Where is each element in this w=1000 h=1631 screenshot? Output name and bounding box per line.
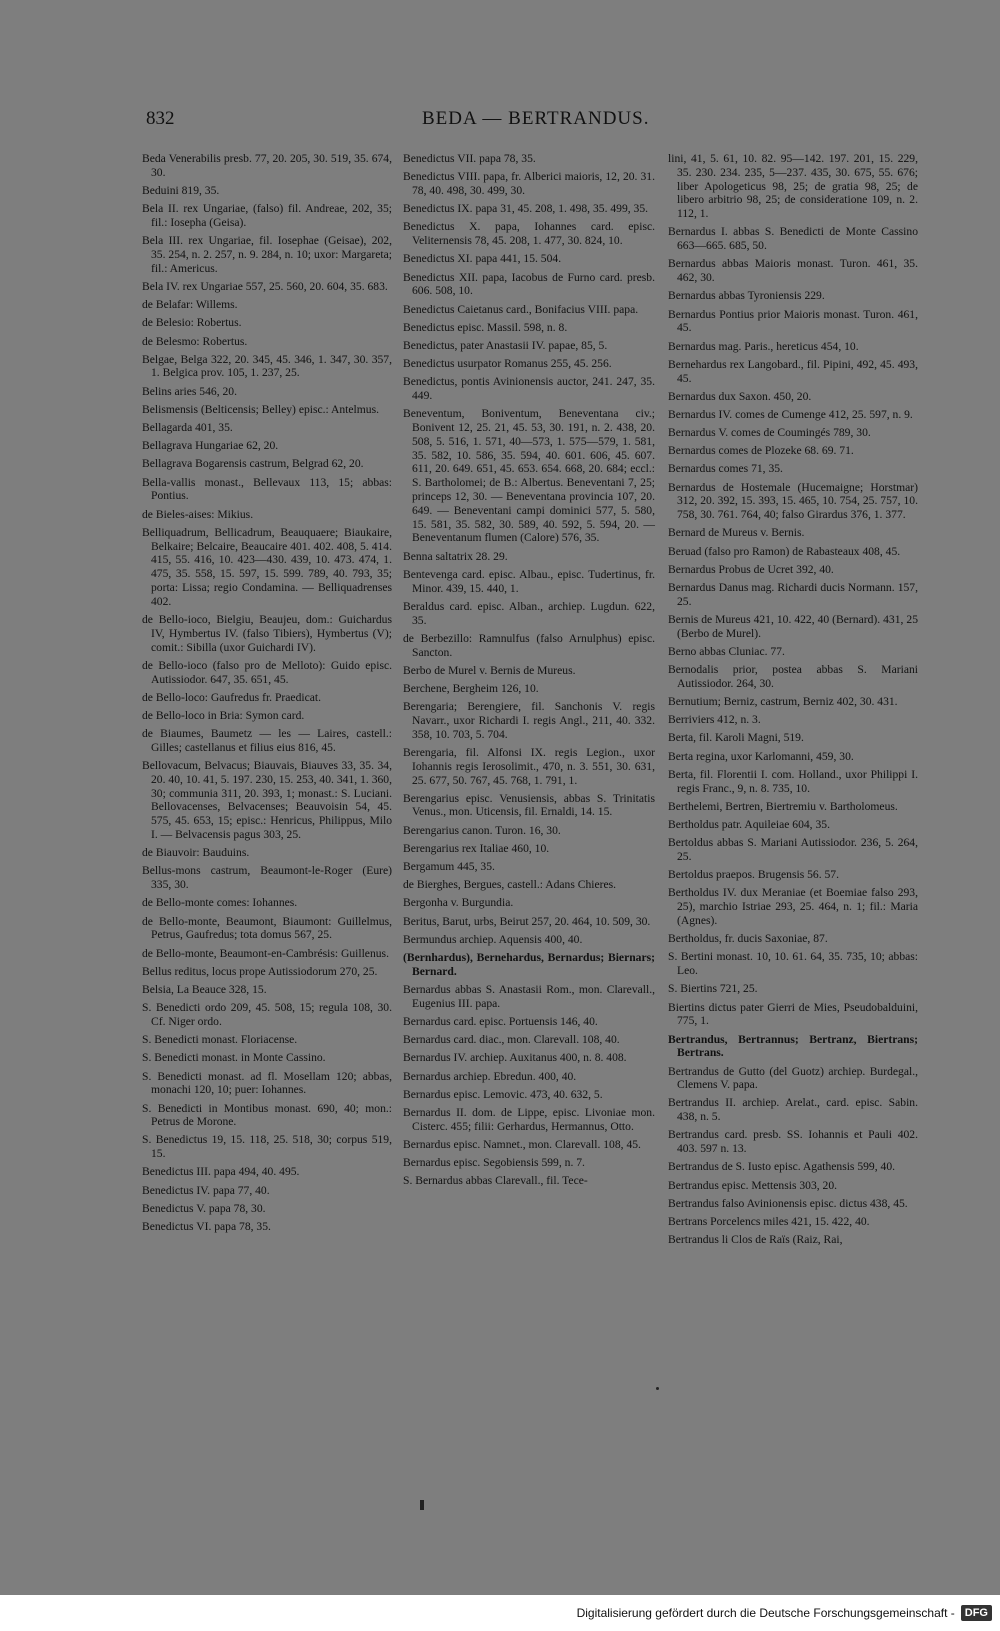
index-entry: Bernardus episc. Namnet., mon. Clarevall. 108, 45. (403, 1137, 641, 1151)
index-entry: (Bernhardus), Bernehardus, Bernardus; Biernars; Bernard. (403, 950, 655, 978)
index-entry: Bella-vallis monast., Bellevaux 113, 15; abbas: Pontius. (142, 475, 392, 503)
index-entry: Bertholdus, fr. ducis Saxoniae, 87. (668, 932, 828, 946)
index-entry: de Biauvoir: Bauduins. (142, 846, 250, 860)
index-entry: Bela III. rex Ungariae, fil. Iosephae (Geisae), 202, 35. 254, n. 2. 257, n. 9. 284, n. 10; uxor: Margareta; fil.: Americus. (142, 234, 392, 275)
index-entry: Belsia, La Beauce 328, 15. (142, 982, 267, 996)
index-entry: Bernardus episc. Lemovic. 473, 40. 632, 5. (403, 1087, 603, 1101)
footer-bar (0, 1595, 1000, 1631)
index-entry: S. Biertins 721, 25. (668, 982, 758, 996)
index-entry: S. Benedicti monast. Floriacense. (142, 1033, 298, 1047)
index-entry: S. Bernardus abbas Clarevall., fil. Tece- (403, 1174, 588, 1188)
index-entry: Bernardus dux Saxon. 450, 20. (668, 389, 812, 403)
index-entry: Bernardus comes de Plozeke 68. 69. 71. (668, 444, 854, 458)
dfg-logo-icon[interactable]: DFG (961, 1605, 992, 1621)
index-entry: de Berbezillo: Ramnulfus (falso Arnulphus) episc. Sancton. (403, 631, 655, 659)
index-entry: Bertrandus episc. Mettensis 303, 20. (668, 1178, 838, 1192)
index-entry: Belgae, Belga 322, 20. 345, 45. 346, 1. 347, 30. 357, 1. Belgica prov. 105, 1. 237, 25. (142, 352, 392, 380)
page-header (0, 108, 1000, 138)
index-entry: Bertrandus li Clos de Raïs (Raiz, Rai, (668, 1233, 843, 1247)
index-entry: Bertrandus card. presb. SS. Iohannis et Pauli 402. 403. 597 n. 13. (668, 1128, 918, 1156)
index-entry: S. Bertini monast. 10, 10. 61. 64, 35. 735, 10; abbas: Leo. (668, 950, 918, 978)
index-entry: Beraldus card. episc. Alban., archiep. Lugdun. 622, 35. (403, 599, 655, 627)
index-entry: Bertrandus II. archiep. Arelat., card. episc. Sabin. 438, n. 5. (668, 1096, 918, 1124)
funding-credit: Digitalisierung gefördert durch die Deutsche Forschungsgemeinschaft - (576, 1606, 955, 1620)
index-entry: Benedictus X. papa, Iohannes card. episc. Veliternensis 78, 45. 208, 1. 477, 30. 824, 10. (403, 220, 655, 248)
index-entry: Benna saltatrix 28. 29. (403, 549, 508, 563)
index-entry: Berta regina, uxor Karlomanni, 459, 30. (668, 749, 854, 763)
index-entry: Berbo de Murel v. Bernis de Mureus. (403, 663, 576, 677)
running-title: BEDA — BERTRANDUS. (422, 108, 650, 129)
index-entry: Bertholdus patr. Aquileiae 604, 35. (668, 818, 830, 832)
index-entry: Bergamum 445, 35. (403, 860, 495, 874)
index-entry: S. Benedicti ordo 209, 45. 508, 15; regula 108, 30. Cf. Niger ordo. (142, 1001, 392, 1028)
index-entry: Benedictus usurpator Romanus 255, 45. 256. (403, 357, 612, 371)
index-entry: Benedictus V. papa 78, 30. (142, 1201, 266, 1215)
index-entry: Bernardus abbas Tyroniensis 229. (668, 289, 825, 303)
index-entry: de Bello-monte, Beaumont-en-Cambrésis: Guillenus. (142, 946, 389, 960)
index-entry: Bernardus IV. archiep. Auxitanus 400, n. 8. 408. (403, 1051, 627, 1065)
index-entry: Berengarius canon. Turon. 16, 30. (403, 823, 561, 837)
index-entry: S. Benedicti in Montibus monast. 690, 40; mon.: Petrus de Morone. (142, 1101, 392, 1129)
index-entry: Beritus, Barut, urbs, Beirut 257, 20. 464, 10. 509, 30. (403, 914, 651, 928)
index-column-left (142, 152, 392, 1238)
index-entry: Bellus-mons castrum, Beaumont-le-Roger (Eure) 335, 30. (142, 864, 392, 892)
index-entry: Benedictus VIII. papa, fr. Alberici maioris, 12, 20. 31. 78, 40. 498, 30. 499, 30. (403, 170, 655, 197)
index-entry: Berchene, Bergheim 126, 10. (403, 681, 539, 695)
index-entry: Beduini 819, 35. (142, 183, 220, 197)
index-entry: Biertins dictus pater Gierri de Mies, Pseudobalduini, 775, 1. (668, 1000, 918, 1028)
index-entry: Berno abbas Cluniac. 77. (668, 644, 785, 658)
index-entry: Benedictus XII. papa, Iacobus de Furno card. presb. 606. 508, 10. (403, 270, 655, 298)
index-entry: Bernardus episc. Segobiensis 599, n. 7. (403, 1156, 585, 1170)
index-entry: Bertrandus, Bertrannus; Bertranz, Biertrans; Bertrans. (668, 1032, 918, 1060)
index-entry: Berriviers 412, n. 3. (668, 713, 761, 727)
index-entry: Bela IV. rex Ungariae 557, 25. 560, 20. 604, 35. 683. (142, 279, 388, 293)
index-entry: Bela II. rex Ungariae, (falso) fil. Andreae, 202, 35; fil.: Iosepha (Geisa). (142, 202, 392, 229)
index-entry: Bernardus card. episc. Portuensis 146, 40. (403, 1014, 598, 1028)
index-entry: Bermundus archiep. Aquensis 400, 40. (403, 932, 583, 946)
index-entry: Berengaria, fil. Alfonsi IX. regis Legion., uxor Iohannis regis Ierosolimit., 470, n. 3. 551, 30. 631, 25. 677, 50. 767, 45. 768, 1. 791, 1. (403, 745, 655, 787)
index-entry: Bernardus Probus de Ucret 392, 40. (668, 562, 834, 576)
index-entry: de Bierghes, Bergues, castell.: Adans Chieres. (403, 878, 617, 892)
index-entry: Beruad (falso pro Ramon) de Rabasteaux 408, 45. (668, 544, 901, 558)
index-entry: Bellus reditus, locus prope Autissiodorum 270, 25. (142, 964, 378, 978)
index-entry: Benedictus VII. papa 78, 35. (403, 152, 536, 165)
index-entry: Bellagarda 401, 35. (142, 421, 233, 435)
index-entry: Benedictus, pontis Avinionensis auctor, 241. 247, 35. 449. (403, 375, 655, 403)
margin-dot (656, 1387, 659, 1390)
index-entry: Benedictus, pater Anastasii IV. papae, 85, 5. (403, 338, 608, 352)
index-entry: Bernardus II. dom. de Lippe, episc. Livoniae mon. Cisterc. 455; filii: Gerhardus, Hermannus, Otto. (403, 1105, 655, 1133)
margin-mark (420, 1500, 424, 1510)
index-entry: Bergonha v. Burgundia. (403, 896, 514, 910)
index-entry: Benedictus Caietanus card., Bonifacius VIII. papa. (403, 302, 639, 316)
index-entry: de Bieles-aises: Mikius. (142, 507, 254, 521)
index-entry: Berengarius episc. Venusiensis, abbas S. Trinitatis Venus., mon. Uticensis, fil. Ernaldi, 14. 15. (403, 791, 655, 819)
index-entry: Bertholdus IV. dux Meraniae (et Boemiae falso 293, 25), marchio Istriae 293, 25. 464, n. 1; fil.: Maria (Agnes). (668, 886, 918, 927)
index-entry: Bellovacum, Belvacus; Biauvais, Biauves 33, 35. 34, 20. 40, 10. 41, 5. 197. 230, 15. 253, 40. 341, 1. 360, 30; communia 311, 20. 393, 1; monast.: S. Luciani. Bellovacenses, Belvacenses; Beauvoisin 54, 45. 575, 45. 653, 15; episc.: Henricus, Philippus, Milo I. — Belvacensis pagus 303, 25. (142, 759, 392, 842)
index-entry: Belins aries 546, 20. (142, 384, 237, 398)
index-entry: Bernardus Pontius prior Maioris monast. Turon. 461, 45. (668, 307, 918, 335)
index-entry: Bernard de Mureus v. Bernis. (668, 526, 805, 540)
index-entry: Bernardus Danus mag. Richardi ducis Normann. 157, 25. (668, 580, 918, 608)
index-entry: de Bello-loco in Bria: Symon card. (142, 708, 305, 722)
index-entry: Bernardus mag. Paris., hereticus 454, 10. (668, 339, 859, 353)
index-entry: Bentevenga card. episc. Albau., episc. Tudertinus, fr. Minor. 439, 15. 440, 1. (403, 567, 655, 595)
index-entry: Bellagrava Bogarensis castrum, Belgrad 62, 20. (142, 457, 364, 471)
index-entry: Bernardus IV. comes de Cumenge 412, 25. 597, n. 9. (668, 407, 913, 421)
index-entry: Berengarius rex Italiae 460, 10. (403, 841, 550, 855)
index-entry: de Bello-monte, Beaumont, Biaumont: Guillelmus, Petrus, Gaufredus; tota domus 567, 25. (142, 914, 392, 942)
index-entry: Beda Venerabilis presb. 77, 20. 205, 30. 519, 35. 674, 30. (142, 152, 392, 179)
index-entry: de Belafar: Willems. (142, 298, 238, 312)
index-entry: Berta, fil. Karoli Magni, 519. (668, 731, 804, 745)
index-entry: Benedictus XI. papa 441, 15. 504. (403, 252, 562, 266)
index-entry: Bernehardus rex Langobard., fil. Pipini, 492, 45. 493, 45. (668, 357, 918, 385)
index-entry: Bernardus comes 71, 35. (668, 462, 783, 476)
index-entry: Bernardus archiep. Ebredun. 400, 40. (403, 1069, 577, 1083)
index-entry: Bellagrava Hungariae 62, 20. (142, 439, 279, 453)
index-entry: Berthelemi, Bertren, Biertremiu v. Bartholomeus. (668, 799, 898, 813)
index-entry: Bertrans Porcelencs miles 421, 15. 422, 40. (668, 1215, 870, 1229)
index-entry: S. Benedictus 19, 15. 118, 25. 518, 30; corpus 519, 15. (142, 1133, 392, 1161)
index-column-right (668, 152, 918, 1251)
index-entry: S. Benedicti monast. in Monte Cassino. (142, 1051, 326, 1065)
index-entry: Bernis de Mureus 421, 10. 422, 40 (Bernard). 431, 25 (Berbo de Murel). (668, 612, 918, 640)
index-entry: Benedictus episc. Massil. 598, n. 8. (403, 320, 568, 334)
index-entry: Bertrandus de Gutto (del Guotz) archiep. Burdegal., Clemens V. papa. (668, 1064, 918, 1092)
index-entry: Bernutium; Berniz, castrum, Berniz 402, 30. 431. (668, 695, 898, 709)
index-entry: Bernardus de Hostemale (Hucemaigne; Horstmar) 312, 20. 392, 15. 393, 15. 465, 10. 754, 25. 757, 10. 758, 30. 761. 764, 40; falso Girardus 376, 1. 377. (668, 480, 918, 522)
index-entry: de Bello-ioco (falso pro de Melloto): Guido episc. Autissiodor. 647, 35. 651, 45. (142, 658, 392, 686)
index-entry: lini, 41, 5. 61, 10. 82. 95—142. 197. 201, 15. 229, 35. 230. 234. 235, 5—237. 435, 30. 675, 55. 676; liber Apologeticus 98, 25; de gratia 98, 25; de libero arbitrio 98, 25; de consideratione 109, n. 2. 112, 1. (668, 152, 918, 221)
index-entry: Berengaria; Berengiere, fil. Sanchonis V. regis Navarr., uxor Richardi I. regis Angl., 211, 40. 332. 358, 10. 703, 5. 704. (403, 700, 655, 741)
index-entry: de Belesio: Robertus. (142, 316, 242, 330)
index-entry: Benedictus IX. papa 31, 45. 208, 1. 498, 35. 499, 35. (403, 202, 649, 216)
index-entry: de Bello-monte comes: Iohannes. (142, 896, 298, 910)
index-entry: Bertrandus falso Avinionensis episc. dictus 438, 45. (668, 1196, 908, 1210)
index-entry: Benedictus IV. papa 77, 40. (142, 1183, 270, 1197)
index-entry: Bertoldus abbas S. Mariani Autissiodor. 236, 5. 264, 25. (668, 836, 918, 864)
index-entry: Bernardus card. diac., mon. Clarevall. 108, 40. (403, 1033, 620, 1047)
index-entry: Bernardus abbas Maioris monast. Turon. 461, 35. 462, 30. (668, 257, 918, 285)
index-entry: de Belesmo: Robertus. (142, 334, 248, 348)
index-entry: de Bello-ioco, Bielgiu, Beaujeu, dom.: Guichardus IV, Hymbertus IV. (falso Tibiers), Hymbertus (V); comit.: Sibilla (uxor Guichardi IV). (142, 612, 392, 654)
index-entry: Bertrandus de S. Iusto episc. Agathensis 599, 40. (668, 1160, 896, 1174)
index-column-middle (403, 152, 655, 1192)
index-entry: Belismensis (Belticensis; Belley) episc.: Antelmus. (142, 402, 379, 416)
index-entry: Bernardus V. comes de Coumingés 789, 30. (668, 426, 871, 440)
index-entry: Bertoldus praepos. Brugensis 56. 57. (668, 868, 839, 882)
index-entry: Berta, fil. Florentii I. com. Holland., uxor Philippi I. regis Franc., 9, n. 8. 735, 10. (668, 767, 918, 795)
index-entry: Bernodalis prior, postea abbas S. Mariani Autissiodor. 264, 30. (668, 663, 918, 690)
page-number: 832 (146, 108, 175, 129)
index-entry: Belliquadrum, Bellicadrum, Beauquaere; Biaukaire, Belkaire; Belcaire, Beaucaire 401. 402. 408, 5. 414. 415, 55. 416, 10. 423—430. 439, 10. 473. 474, 1. 475, 35. 558, 15. 597, 15. 599. 789, 40. 793, 35; porta: Lissa; regio Condamina. — Belliquadrenses 402. (142, 525, 392, 608)
index-entry: de Biaumes, Baumetz — les — Laires, castell.: Gilles; castellanus et filius eius 816, 45. (142, 727, 392, 754)
index-entry: Bernardus I. abbas S. Benedicti de Monte Cassino 663—665. 685, 50. (668, 225, 918, 253)
index-entry: Benedictus VI. papa 78, 35. (142, 1220, 271, 1234)
index-entry: Beneventum, Boniventum, Beneventana civ.; Bonivent 12, 25. 21, 45. 53, 30. 191, n. 2. 438, 20. 508, 5. 516, 1. 571, 40—573, 1. 575—579, 1. 581, 35. 582, 10. 586, 35. 594, 40. 601. 606, 45. 607. 611, 20. 649. 651, 45. 653. 654. 668, 20. 684; eccl.: S. Bartholomei; de B.: Albertus. Beneventani 7, 25; princeps 12, 30. — Beneventana provincia 107, 20. 649. — Beneventani campi dominici 577, 5. 580, 15. 581, 35. 582, 30. 589, 40. 592, 5. 594, 20. — Beneventanum flumen (Calore) 576, 35. (403, 407, 655, 545)
index-entry: Bernardus abbas S. Anastasii Rom., mon. Clarevall., Eugenius III. papa. (403, 982, 655, 1010)
index-entry: de Bello-loco: Gaufredus fr. Praedicat. (142, 690, 321, 704)
index-entry: S. Benedicti monast. ad fl. Mosellam 120; abbas, monachi 120, 10; puer: Iohannes. (142, 1069, 392, 1097)
index-entry: Benedictus III. papa 494, 40. 495. (142, 1165, 300, 1179)
